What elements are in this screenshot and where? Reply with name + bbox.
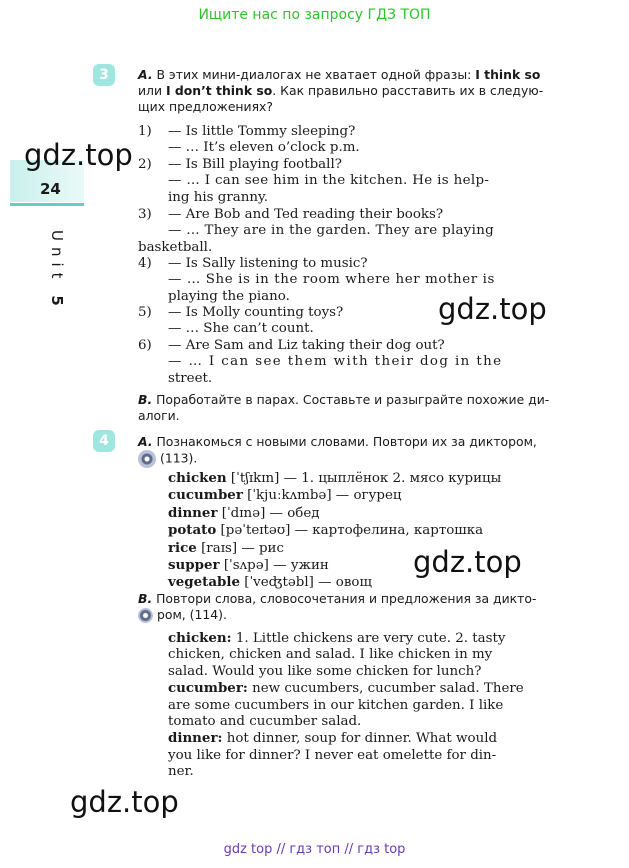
top-banner: Ищите нас по запросу ГДЗ ТОП xyxy=(198,7,431,23)
watermark: gdz.top xyxy=(438,292,547,326)
vocab-entry: cucumber [ˈkjuːkʌmbə] — огурец xyxy=(168,487,402,504)
vocabulary-list xyxy=(168,470,588,592)
example-entry: cucumber: new cucumbers, cucumber salad. There xyxy=(168,680,524,697)
vocab-entry: dinner [ˈdɪnə] — обед xyxy=(168,504,320,521)
audio-cd-icon[interactable] xyxy=(138,608,153,623)
vocab-entry: chicken [ˈtʃɪkɪn] — 1. цыплёнок 2. мясо курицы xyxy=(168,470,502,486)
bottom-banner: gdz top // гдз топ // гдз top xyxy=(223,842,406,857)
audio-cd-icon[interactable] xyxy=(138,450,156,468)
page-number: 24 xyxy=(40,180,61,198)
example-sentences: chicken: 1. Little chickens are very cute. 2. tasty chicken, chicken and salad. I like chicken in my salad. Would you like some chicken for lunch? cucumber: new cucumbers, cucumber salad. There are some cucumbers in our kitchen garden. I like tomato and cucumber salad. dinner: hot dinner, soup for dinner. What would you like for dinner? I never eat omelette for din- ner. xyxy=(168,630,584,781)
exercise-3-b-instruction: B. Поработайте в парах. Составьте и разыграйте похожие ди- алоги. xyxy=(138,392,550,423)
exercise-4-instruction: A. Познакомься с новыми словами. Повтори их за диктором, (113). xyxy=(138,434,584,468)
unit-label: Unit 5 xyxy=(48,230,66,312)
example-entry: chicken: 1. Little chickens are very cute. 2. tasty xyxy=(168,630,506,646)
divider xyxy=(10,203,84,206)
vocab-entry: supper [ˈsʌpə] — ужин xyxy=(168,557,329,574)
exercise-number-badge: 3 xyxy=(93,64,115,86)
exercise-3-instruction: A. В этих мини-диалогах не хватает одной фразы: I think so или I don’t think so. Как правильно расставить их в следую- щих предложениях? xyxy=(138,67,544,114)
watermark: gdz.top xyxy=(24,138,133,172)
example-entry: dinner: hot dinner, soup for dinner. What would xyxy=(168,730,498,747)
vocab-entry: rice [raɪs] — рис xyxy=(168,539,284,556)
watermark: gdz.top xyxy=(413,545,522,579)
exercise-4-b-instruction: B. Повтори слова, словосочетания и предложения за дикто- ром, (114). xyxy=(138,591,537,622)
watermark: gdz.top xyxy=(70,785,179,819)
vocab-entry: potato [pəˈteɪtəʊ] — картофелина, картошка xyxy=(168,522,484,539)
vocab-entry: vegetable [ˈveʤtəbl] — овощ xyxy=(168,574,372,591)
exercise-number-badge: 4 xyxy=(93,430,115,452)
